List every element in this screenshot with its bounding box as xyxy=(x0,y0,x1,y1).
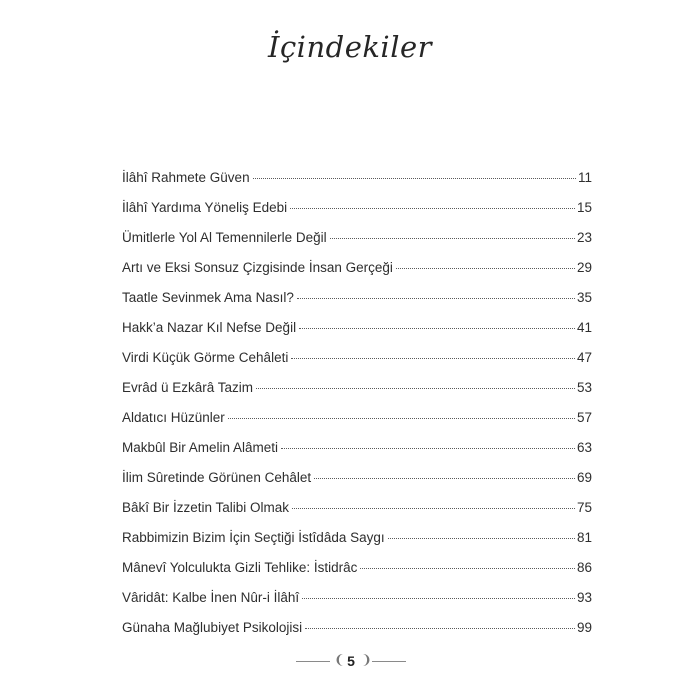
dot-leader xyxy=(297,298,575,299)
footer-rule-left xyxy=(296,661,330,662)
footer-rule-right xyxy=(372,661,406,662)
toc-entry xyxy=(122,493,592,523)
toc-entry xyxy=(122,583,592,613)
dot-leader xyxy=(305,628,575,629)
toc-entry-page: 41 xyxy=(576,320,592,335)
dot-leader xyxy=(228,418,575,419)
table-of-contents xyxy=(122,163,592,643)
toc-entry xyxy=(122,403,592,433)
toc-entry-title: Makbûl Bir Amelin Alâmeti xyxy=(122,440,279,455)
toc-entry xyxy=(122,373,592,403)
dot-leader xyxy=(281,448,575,449)
page-footer xyxy=(0,649,700,673)
ornament-left-icon: ❨ xyxy=(334,653,345,668)
dot-leader xyxy=(299,328,575,329)
dot-leader xyxy=(396,268,575,269)
toc-entry xyxy=(122,253,592,283)
toc-entry-title: Hakk’a Nazar Kıl Nefse Değil xyxy=(122,320,297,335)
toc-entry-title: Vâridât: Kalbe İnen Nûr-i İlâhî xyxy=(122,590,300,605)
dot-leader xyxy=(290,208,575,209)
toc-entry xyxy=(122,613,592,643)
dot-leader xyxy=(388,538,575,539)
toc-entry-page: 53 xyxy=(576,380,592,395)
dot-leader xyxy=(360,568,575,569)
toc-entry-title: Ümitlerle Yol Al Temennilerle Değil xyxy=(122,230,327,245)
toc-entry-title: Taatle Sevinmek Ama Nasıl? xyxy=(122,290,294,305)
toc-entry-page: 99 xyxy=(576,620,592,635)
toc-entry xyxy=(122,553,592,583)
toc-entry-title: Günaha Mağlubiyet Psikolojisi xyxy=(122,620,303,635)
page-title: İçindekiler xyxy=(267,30,433,64)
toc-entry-title: Mânevî Yolculukta Gizli Tehlike: İstidrâc xyxy=(122,560,358,575)
toc-entry-title: Bâkî Bir İzzetin Talibi Olmak xyxy=(122,500,290,515)
toc-entry-title: Evrâd ü Ezkârâ Tazim xyxy=(122,380,254,395)
toc-entry-page: 75 xyxy=(576,500,592,515)
toc-entry-title: İlâhî Yardıma Yöneliş Edebi xyxy=(122,200,288,215)
page-number: 5 xyxy=(347,653,355,669)
toc-entry-title: İlim Sûretinde Görünen Cehâlet xyxy=(122,470,312,485)
toc-entry-title: Rabbimizin Bizim İçin Seçtiği İstîdâda Saygı xyxy=(122,530,385,545)
toc-entry xyxy=(122,463,592,493)
toc-entry-title: Aldatıcı Hüzünler xyxy=(122,410,225,425)
ornament-right-icon: ❩ xyxy=(361,653,372,668)
dot-leader xyxy=(292,508,575,509)
dot-leader xyxy=(314,478,575,479)
toc-entry-title: Artı ve Eksi Sonsuz Çizgisinde İnsan Gerçeği xyxy=(122,260,393,275)
toc-entry-page: 29 xyxy=(576,260,592,275)
toc-entry xyxy=(122,523,592,553)
toc-entry xyxy=(122,193,592,223)
toc-entry-page: 57 xyxy=(576,410,592,425)
dot-leader xyxy=(256,388,575,389)
toc-entry xyxy=(122,343,592,373)
toc-entry-title: İlâhî Rahmete Güven xyxy=(122,170,250,185)
dot-leader xyxy=(291,358,575,359)
toc-entry xyxy=(122,433,592,463)
toc-entry xyxy=(122,313,592,343)
toc-entry-title: Virdi Küçük Görme Cehâleti xyxy=(122,350,289,365)
toc-entry-page: 86 xyxy=(576,560,592,575)
toc-entry-page: 11 xyxy=(577,170,592,185)
toc-entry xyxy=(122,163,592,193)
toc-entry-page: 47 xyxy=(576,350,592,365)
toc-entry-page: 23 xyxy=(576,230,592,245)
dot-leader xyxy=(302,598,575,599)
toc-entry-page: 63 xyxy=(576,440,592,455)
toc-entry xyxy=(122,223,592,253)
toc-entry-page: 69 xyxy=(576,470,592,485)
toc-entry-page: 81 xyxy=(576,530,592,545)
toc-entry-page: 93 xyxy=(576,590,592,605)
dot-leader xyxy=(330,238,575,239)
toc-entry xyxy=(122,283,592,313)
toc-entry-page: 15 xyxy=(576,200,592,215)
toc-entry-page: 35 xyxy=(576,290,592,305)
dot-leader xyxy=(253,178,576,179)
